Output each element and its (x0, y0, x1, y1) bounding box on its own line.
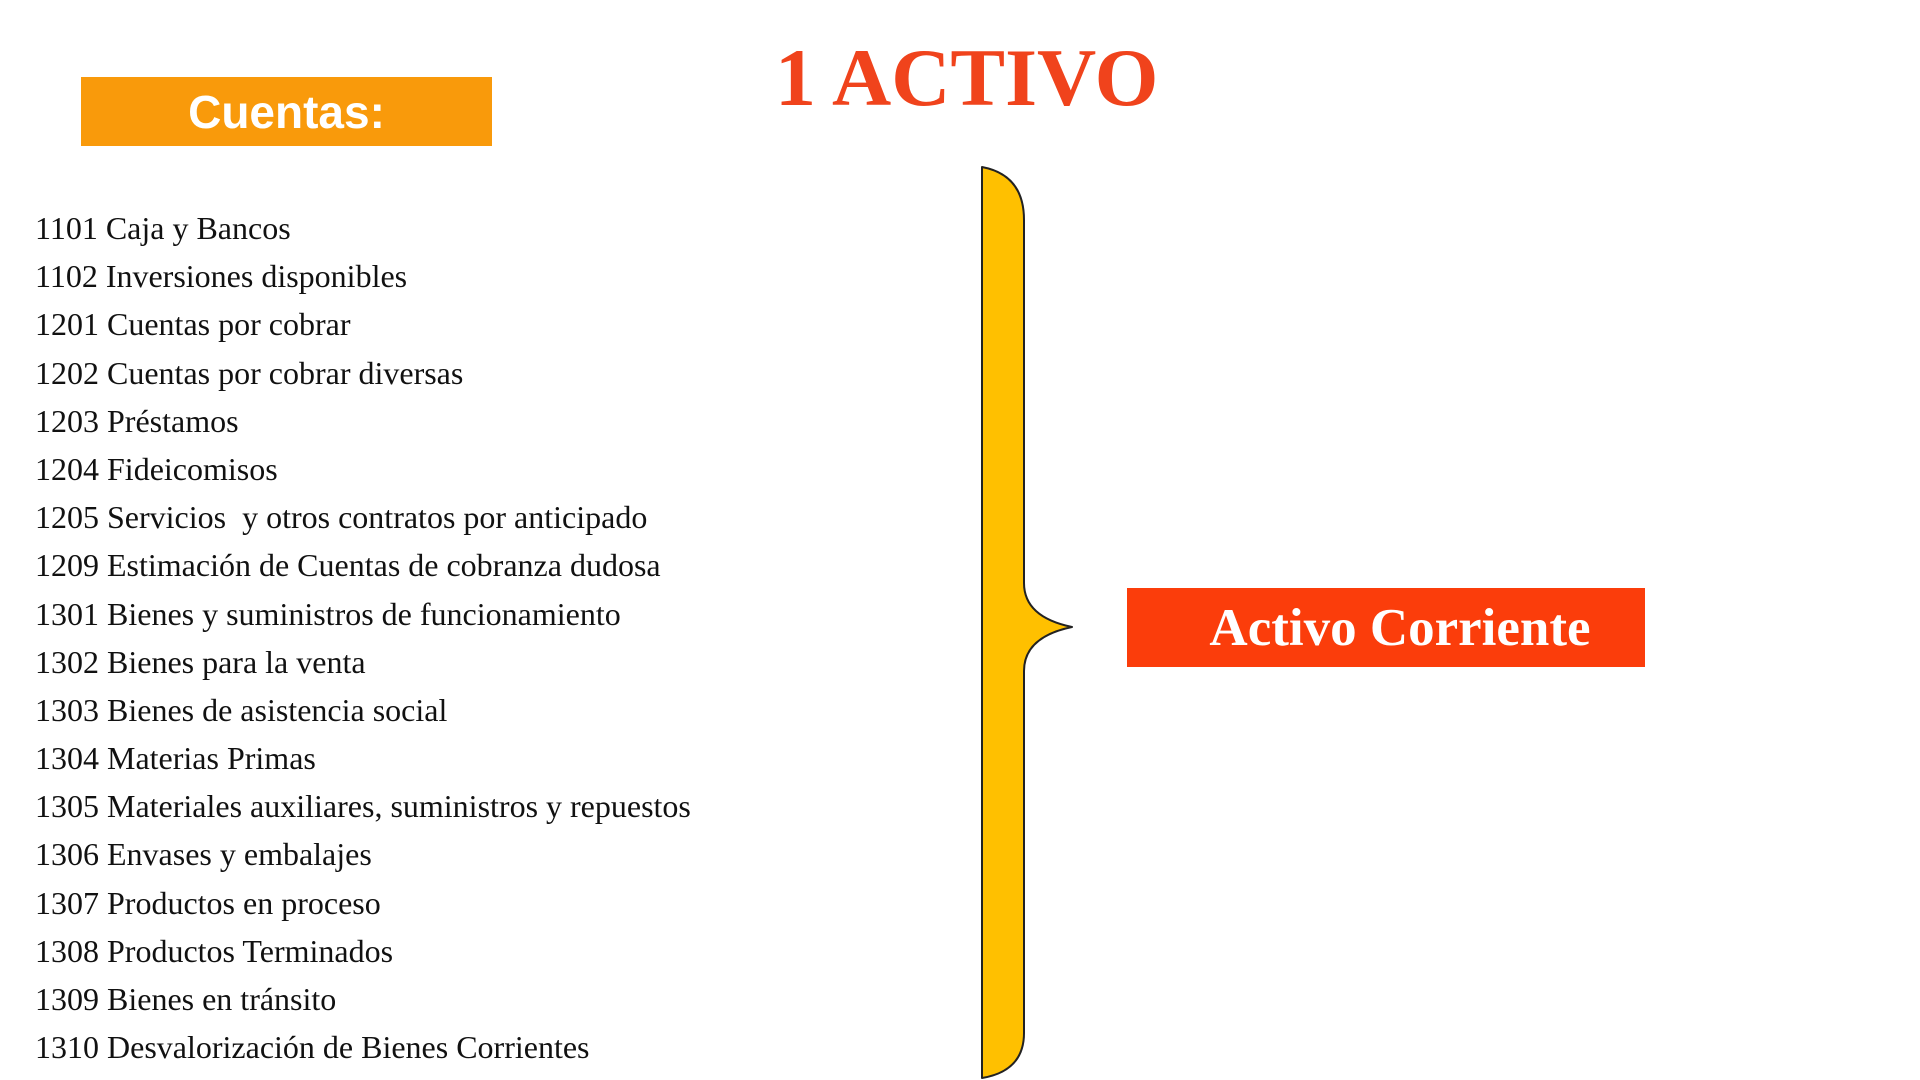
account-item (35, 734, 691, 782)
account-code: 1304 (35, 740, 99, 777)
account-item (35, 252, 691, 300)
curly-brace (960, 165, 1080, 1080)
account-name: Cuentas por cobrar (107, 306, 351, 343)
account-item (35, 541, 691, 589)
account-name: Bienes de asistencia social (107, 691, 448, 728)
account-name: Fideicomisos (107, 450, 278, 487)
account-name: Préstamos (107, 402, 239, 439)
account-item (35, 300, 691, 348)
account-name: Envases y embalajes (107, 836, 372, 873)
account-code: 1305 (35, 788, 99, 825)
account-name: Bienes en tránsito (107, 981, 337, 1017)
classification-label: Activo Corriente (1209, 598, 1591, 657)
accounts-header-label: Cuentas: (188, 85, 385, 138)
account-item (35, 830, 691, 878)
account-code: 1307 (35, 884, 99, 921)
account-item (35, 204, 691, 252)
account-item (35, 445, 691, 493)
account-name: Caja y Bancos (105, 210, 291, 246)
curly-brace-shape (982, 167, 1072, 1078)
account-list (35, 204, 691, 1071)
account-item (35, 927, 691, 975)
account-code: 1302 (35, 643, 99, 680)
account-name: Productos en proceso (107, 884, 381, 921)
account-code: 1201 (35, 306, 99, 343)
account-name: Materiales auxiliares, suministros y repuestos (107, 788, 691, 825)
account-item (35, 686, 691, 734)
account-code: 1204 (35, 450, 99, 487)
account-name: Desvalorización de Bienes Corrientes (107, 1029, 590, 1066)
account-item (35, 975, 691, 1023)
account-name: Bienes y suministros de funcionamiento (107, 595, 621, 632)
account-name: Cuentas por cobrar diversas (107, 354, 464, 391)
account-code: 1308 (35, 932, 99, 969)
account-item (35, 638, 691, 686)
account-code: 1203 (35, 402, 99, 439)
account-code: 1306 (35, 836, 99, 873)
account-code: 1202 (35, 354, 99, 391)
account-code: 1209 (35, 547, 99, 584)
page-title: 1 ACTIVO (775, 32, 1159, 123)
account-name: Materias Primas (107, 740, 316, 777)
account-code: 1309 (35, 981, 99, 1017)
account-code: 1205 (35, 499, 99, 536)
account-name: Inversiones disponibles (105, 258, 408, 295)
account-item (35, 782, 691, 830)
account-code: 1303 (35, 691, 99, 728)
account-code: 1102 (35, 258, 98, 295)
account-name: Productos Terminados (107, 932, 394, 969)
account-code: 1301 (35, 595, 99, 632)
account-item (35, 397, 691, 445)
classification-box (1127, 588, 1645, 667)
account-item (35, 349, 691, 397)
account-item (35, 493, 691, 541)
account-name: Estimación de Cuentas de cobranza dudosa (107, 547, 661, 584)
account-code: 1310 (35, 1029, 99, 1066)
account-item (35, 590, 691, 638)
account-name: Servicios y otros contratos por anticipado (107, 499, 648, 536)
account-name: Bienes para la venta (107, 643, 366, 680)
account-item (35, 879, 691, 927)
account-item (35, 1023, 691, 1071)
accounts-header-banner (81, 77, 492, 146)
account-code: 1101 (35, 210, 98, 246)
